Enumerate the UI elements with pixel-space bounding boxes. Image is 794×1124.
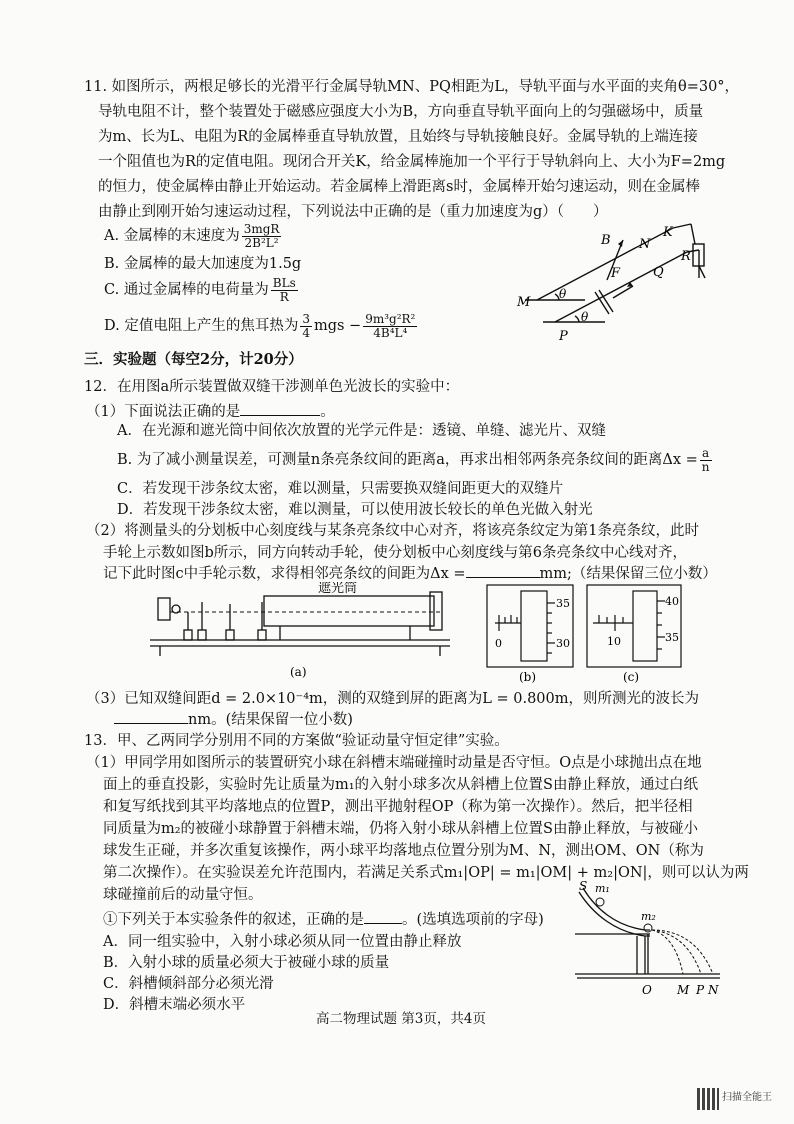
q13-option-b: B．入射小球的质量必须大于被碰小球的质量 [103,955,390,971]
q13-line-7: 球碰撞前后的动量守恒。 [103,887,263,903]
q12-part1: （1）下面说法正确的是 。 [86,404,335,420]
q12-part1-answer-blank[interactable] [240,415,320,416]
q11-line-5: 的恒力，使金属棒由静止开始运动。若金属棒上滑距离s时，金属棒开始匀速运动，则在金属棒 [98,179,700,195]
q12-part2-line-2: 手轮上示数如图b所示，同方向转动手轮，使分划板中心刻度线与第6条亮条纹中心线对齐， [103,545,688,561]
q11-fig-label-k: K [663,225,673,240]
q11-fig-label-r: R [681,249,691,264]
q11-option-a: A. 金属棒的末速度为 $\frac{\text{3mgR}}{\text{2B²L²}}$ [104,221,280,250]
section-three-heading: 三．实验题（每空2分，计20分） [84,351,303,368]
q11-fig-label-m: M [517,295,531,310]
q13-fig-label-m1: m₁ [595,882,610,895]
qr-code-icon [697,1088,719,1110]
q11-line-1: 11. 如图所示，两根足够长的光滑平行金属导轨MN、PQ相距为L，导轨平面与水平面的夹角θ=30°， [84,79,740,95]
q12-figure-c-tick-35: 35 [665,631,679,644]
q12-figure-b-tick-30: 30 [556,637,570,650]
q12-part2-line-3: 记下此时图c中手轮示数，求得相邻亮条纹的间距为Δx = mm;（结果保留三位小数） [103,566,717,582]
q12-figure-b-caption: (b) [519,670,537,684]
page-footer: 高二物理试题 第3页，共4页 [316,1011,486,1027]
q12-figure-a-tube-label: 遮光筒 [318,582,358,596]
q13-ramp-figure [575,878,725,1003]
q12-stem: 12．在用图a所示装置做双缝干涉测单色光波长的实验中： [84,379,460,395]
q13-line-6: 第二次操作）。在实验误差允许范围内，若满足关系式m₁|OP| = m₁|OM| + m₂|ON|，则可以认为两 [103,865,749,881]
q12-figure-c-tick-10: 10 [607,635,621,648]
q11-fig-label-q: Q [653,265,664,280]
q13-fig-label-p: P [696,983,705,997]
q12-option-c: C．若发现干涉条纹太密，难以测量，只需要换双缝间距更大的双缝片 [117,481,564,497]
q11-fig-label-b: B [601,233,611,248]
q13-line-3: 和复写纸找到其平均落地点的位置P，测出平抛射程OP（称为第一次操作）。然后，把半径相 [103,799,693,815]
q12-part2-answer-blank[interactable] [466,577,540,578]
q11-fig-label-f: F [611,266,621,281]
q12-option-d: D．若发现干涉条纹太密，难以测量，可以使用波长较长的单色光做入射光 [117,502,593,518]
q11-fig-label-theta-1: θ [559,287,567,301]
q12-part3-line-2: nm。(结果保留一位小数) [114,710,353,730]
q12-figure-a-optical-bench [150,582,462,682]
q12-figure-a-caption: (a) [290,665,307,679]
q13-fig-label-n: N [708,983,719,997]
q13-sub1: ①下列关于本实验条件的叙述，正确的是 。(选填选项前的字母) [103,912,544,928]
q11-fig-label-theta-2: θ [581,310,589,324]
q13-line-2: 面上的垂直投影，实验时先让质量为m₁的入射小球多次从斜槽上位置S由静止释放，通过白纸 [103,777,698,793]
q13-fig-label-m: M [677,983,690,997]
q12-figure-b-micrometer [485,583,577,685]
q11-option-d: D. 定值电阻上产生的焦耳热为 $\frac{3}{4}$ mgs − $\frac{\text{9m³g²R²}}{\text{4B⁴L⁴}}$ [104,311,416,340]
q13-option-c: C．斜槽倾斜部分必须光滑 [103,976,274,992]
q13-fig-label-o: O [642,983,652,997]
q13-fig-label-m2: m₂ [641,910,656,923]
q11-line-6: 由静止到刚开始匀速运动过程，下列说法中正确的是（重力加速度为g）（ ） [98,204,608,220]
q11-rail-figure [515,218,725,343]
scanner-watermark: 扫描全能王 [722,1092,772,1103]
q12-figure-b-tick-35: 35 [556,597,570,610]
q13-fig-label-s: S [579,879,588,893]
q11-fig-label-p: P [559,329,568,343]
q11-option-b: B. 金属棒的最大加速度为1.5g [104,256,302,272]
q12-figure-c-tick-40: 40 [665,595,679,608]
q12-part3-answer-blank[interactable] [114,723,188,724]
q12-figure-b-tick-0: 0 [495,637,502,650]
q12-part2-line-1: （2）将测量头的分划板中心刻度线与某条亮条纹中心对齐，将该亮条纹定为第1条亮条纹，此时 [86,523,699,539]
q11-option-c: C. 通过金属棒的电荷量为 $\frac{\text{BLs}}{R}$ [104,275,296,304]
q12-option-a: A．在光源和遮光筒中间依次放置的光学元件是：透镜、单缝、滤光片、双缝 [117,423,606,439]
q13-line-4: 同质量为m₂的被碰小球静置于斜槽末端，仍将入射小球从斜槽上位置S由静止释放，与被碰小 [103,821,698,837]
q11-line-2: 导轨电阻不计，整个装置处于磁感应强度大小为B，方向垂直导轨平面向上的匀强磁场中，质量 [98,104,704,120]
q13-option-d: D．斜槽末端必须水平 [103,997,246,1013]
q12-figure-c-caption: (c) [623,670,640,684]
q13-line-1: （1）甲同学用如图所示的装置研究小球在斜槽末端碰撞时动量是否守恒。O点是小球抛出点在地 [86,755,702,771]
q12-part3-line-1: （3）已知双缝间距d = 2.0×10⁻⁴m，测的双缝到屏的距离为L = 0.800m，则所测光的波长为 [86,691,700,707]
q12-figure-c-micrometer [585,583,685,685]
q13-sub1-answer-blank[interactable] [364,923,402,924]
q11-line-4: 一个阻值也为R的定值电阻。现闭合开关K，给金属棒施加一个平行于导轨斜向上、大小为F=2mg [98,154,726,170]
q13-stem: 13．甲、乙两同学分别用不同的方案做“验证动量守恒定律”实验。 [84,733,509,749]
q13-line-5: 球发生正碰，并多次重复该操作，两小球平均落地点位置分别为M、N，测出OM、ON（称为 [103,843,704,859]
q12-option-b: B. 为了减小测量误差，可测量n条亮条纹间的距离a，再求出相邻两条亮条纹间的距离Δx = $\frac{a}{n}$ [117,445,710,474]
q11-fig-label-n: N [639,237,651,252]
q13-option-a: A．同一组实验中，入射小球必须从同一位置由静止释放 [103,934,462,950]
q11-line-3: 为m、长为L、电阻为R的金属棒垂直导轨放置，且始终与导轨接触良好。金属导轨的上端连接 [98,129,698,145]
